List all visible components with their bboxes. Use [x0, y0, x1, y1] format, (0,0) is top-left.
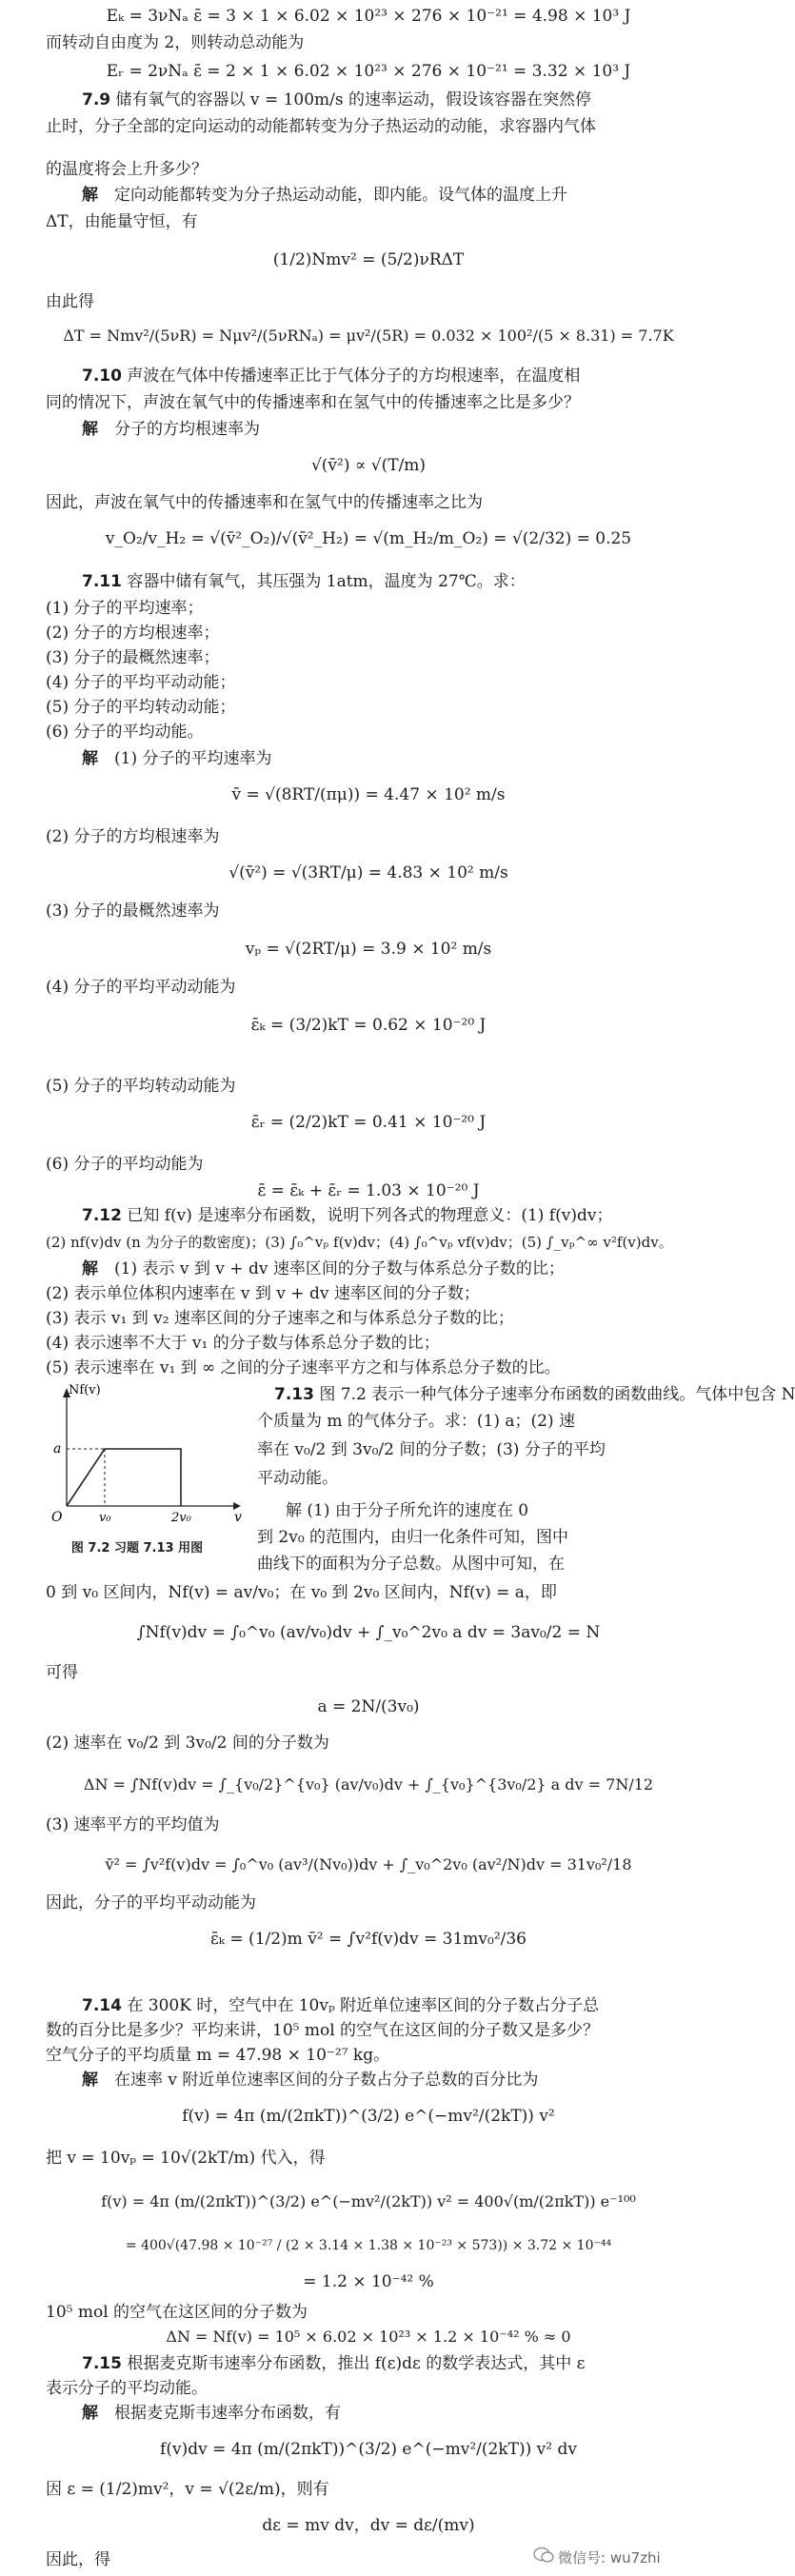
equation: f(v) = 4π (m/(2πkT))^(3/2) e^(−mv²/(2kT)) v² — [182, 2107, 555, 2126]
list-item: (5) 表示速率在 v₁ 到 ∞ 之间的分子速率平方之和与体系总分子数的比。 — [46, 1358, 561, 1377]
tick-v0: v₀ — [99, 1511, 111, 1525]
text-line: 率在 v₀/2 到 3v₀/2 间的分子数；(3) 分子的平均 — [257, 1440, 606, 1459]
solution-line — [82, 2401, 718, 2426]
x-axis-label: v — [234, 1510, 242, 1525]
text: 容器中储有氧气，其压强为 1atm，温度为 27℃。求： — [127, 572, 526, 591]
equation: √(v̄²) = √(3RT/μ) = 4.83 × 10² m/s — [229, 863, 508, 882]
equation: ε̄ᵣ = (2/2)kT = 0.41 × 10⁻²⁰ J — [250, 1113, 487, 1132]
problem-7-11-line1 — [82, 569, 718, 594]
solution-line — [82, 2068, 718, 2092]
problem-7-15-line1 — [82, 2351, 718, 2376]
text: 在 300K 时，空气中在 10vₚ 附近单位速率区间的分子数占分子总 — [127, 1996, 600, 2015]
text-line: (4) 分子的平均平动动能为 — [46, 978, 236, 997]
solution-line — [82, 183, 718, 208]
solution-label: 解 — [82, 749, 98, 768]
text: 声波在气体中传播速率正比于气体分子的方均根速率，在温度相 — [127, 367, 581, 386]
problem-number: 7.10 — [82, 367, 122, 386]
text-line: 因此，分子的平均平动动能为 — [46, 1893, 256, 1912]
equation: = 1.2 × 10⁻⁴² % — [303, 2272, 434, 2291]
origin-label: O — [51, 1510, 63, 1525]
text: (1) 表示 v 到 v + dv 速率区间的分子数与体系总分子数的比； — [114, 1259, 565, 1278]
solution-label: 解 — [82, 1259, 98, 1278]
tick-2v0: 2v₀ — [171, 1511, 191, 1525]
text: 根据麦克斯韦速率分布函数，推出 f(ε)dε 的数学表达式，其中 ε — [127, 2354, 586, 2373]
text: 已知 f(v) 是速率分布函数，说明下列各式的物理意义：(1) f(v)dv； — [127, 1206, 613, 1225]
text-line: (2) 分子的方均根速率为 — [46, 827, 220, 846]
problem-7-9-line2: 止时，分子全部的定向运动的动能都转变为分子热运动的动能，求容器内气体 — [46, 117, 596, 136]
text-line: 空气分子的平均质量 m = 47.98 × 10⁻²⁷ kg。 — [46, 2046, 390, 2065]
text-line: 因此，声波在氧气中的传播速率和在氢气中的传播速率之比为 — [46, 493, 483, 512]
problem-7-9-line1 — [82, 88, 718, 112]
y-axis-label: Nf(v) — [69, 1383, 101, 1397]
equation: ΔN = ∫Nf(v)dv = ∫_{v₀/2}^{v₀} (av/v₀)dv + ∫_{v₀}^{3v₀/2} a dv = 7N/12 — [83, 1775, 654, 1793]
equation: ε̄ₖ = (3/2)kT = 0.62 × 10⁻²⁰ J — [250, 1016, 487, 1035]
equation: v̄² = ∫v²f(v)dv = ∫₀^v₀ (av³/(Nv₀))dv + ∫_v₀^2v₀ (av²/N)dv = 31v₀²/18 — [105, 1855, 632, 1873]
solution-label: 解 — [82, 2071, 98, 2090]
problem-7-13-line1 — [274, 1382, 795, 1407]
figure-caption: 图 7.2 习题 7.13 用图 — [70, 1541, 204, 1556]
equation: ΔN = Nf(v) = 10⁵ × 6.02 × 10²³ × 1.2 × 10⁻⁴² % ≈ 0 — [166, 2328, 571, 2346]
equation-er: Eᵣ = 2νNₐ ε̄ = 2 × 1 × 6.02 × 10²³ × 276 × 10⁻²¹ = 3.32 × 10³ J — [106, 62, 631, 81]
problem-number: 7.9 — [82, 90, 111, 109]
equation: √(v̄²) ∝ √(T/m) — [310, 456, 427, 475]
solution-line — [82, 746, 718, 771]
list-item: (2) 表示单位体积内速率在 v 到 v + dv 速率区间的分子数； — [46, 1284, 480, 1303]
equation: vₚ = √(2RT/μ) = 3.9 × 10² m/s — [245, 940, 492, 959]
text-line: 10⁵ mol 的空气在这区间的分子数为 — [46, 2303, 308, 2322]
text-line: 个质量为 m 的气体分子。求：(1) a；(2) 速 — [257, 1412, 576, 1431]
text: 定向动能都转变为分子热运动动能，即内能。设气体的温度上升 — [114, 186, 567, 205]
list-item: (5) 分子的平均转动动能； — [46, 698, 236, 717]
list-item: (4) 表示速率不大于 v₁ 的分子数与体系总分子数的比； — [46, 1334, 440, 1353]
list-item: (3) 分子的最概然速率； — [46, 648, 220, 667]
problem-7-12-line2: (2) nf(v)dv (n 为分子的数密度)；(3) ∫₀^vₚ f(v)dv；(4) ∫₀^vₚ vf(v)dv；(5) ∫_vₚ^∞ v²f(v)dv。 — [46, 1234, 673, 1251]
list-item: (6) 分子的平均动能。 — [46, 723, 204, 742]
text-line: 把 v = 10vₚ = 10√(2kT/m) 代入，得 — [46, 2149, 326, 2168]
problem-7-12-line1 — [82, 1203, 718, 1228]
equation: ∫Nf(v)dv = ∫₀^v₀ (av/v₀)dv + ∫_v₀^2v₀ a dv = 3av₀/2 = N — [136, 1623, 601, 1642]
text-line: 数的百分比是多少？平均来讲，10⁵ mol 的空气在这区间的分子数又是多少？ — [46, 2021, 600, 2040]
equation: ε̄ = ε̄ₖ + ε̄ᵣ = 1.03 × 10⁻²⁰ J — [257, 1181, 480, 1200]
text-line: 0 到 v₀ 区间内，Nf(v) = av/v₀；在 v₀ 到 2v₀ 区间内，Nf(v) = a，即 — [46, 1583, 557, 1602]
text-line: ΔT，由能量守恒，有 — [46, 212, 198, 231]
equation: ε̄ₖ = (1/2)m v̄² = ∫v²f(v)dv = 31mv₀²/36 — [210, 1930, 527, 1949]
problem-number: 7.15 — [82, 2354, 122, 2373]
text-line: (5) 分子的平均转动动能为 — [46, 1077, 236, 1096]
solution-line — [82, 1257, 718, 1281]
text: 图 7.2 表示一种气体分子速率分布函数的函数曲线。气体中包含 N — [319, 1385, 795, 1404]
equation-ek: Eₖ = 3νNₐ ε̄ = 3 × 1 × 6.02 × 10²³ × 276 × 10⁻²¹ = 4.98 × 10³ J — [106, 7, 631, 26]
text-line: 曲线下的面积为分子总数。从图中可知，在 — [257, 1555, 565, 1574]
equation: = 400√(47.98 × 10⁻²⁷ / (2 × 3.14 × 1.38 × 10⁻²³ × 573)) × 3.72 × 10⁻⁴⁴ — [125, 2238, 612, 2253]
list-item: (4) 分子的平均平动动能； — [46, 673, 236, 692]
text-line: 而转动自由度为 2，则转动总动能为 — [46, 33, 305, 52]
watermark: 微信号: wu7zhi — [558, 2549, 661, 2566]
problem-7-10-line1 — [82, 364, 718, 388]
problem-number: 7.11 — [82, 572, 122, 591]
equation: v̄ = √(8RT/(πμ)) = 4.47 × 10² m/s — [231, 785, 506, 804]
text-line: 因 ε = (1/2)mv²，v = √(2ε/m)，则有 — [46, 2480, 329, 2499]
equation: v_O₂/v_H₂ = √(v̄²_O₂)/√(v̄²_H₂) = √(m_H₂/m_O₂) = √(2/32) = 0.25 — [105, 529, 632, 548]
text-line: 到 2v₀ 的范围内，由归一化条件可知，图中 — [257, 1528, 569, 1547]
problem-number: 7.14 — [82, 1996, 122, 2015]
text: 分子的方均根速率为 — [114, 420, 260, 439]
list-item: (2) 分子的方均根速率； — [46, 624, 220, 643]
equation: dε = mv dv，dv = dε/(mv) — [262, 2516, 475, 2535]
text-line: 表示分子的平均动能。 — [46, 2379, 208, 2398]
equation: f(v)dv = 4π (m/(2πkT))^(3/2) e^(−mv²/(2kT)) v² dv — [160, 2440, 577, 2459]
equation: f(v) = 4π (m/(2πkT))^(3/2) e^(−mv²/(2kT)) v² = 400√(m/(2πkT)) e⁻¹⁰⁰ — [101, 2192, 636, 2210]
text-line: (6) 分子的平均动能为 — [46, 1155, 204, 1174]
distribution-curve — [67, 1449, 181, 1506]
text: 储有氧气的容器以 v = 100m/s 的速率运动，假设该容器在突然停 — [115, 90, 592, 109]
equation: a = 2N/(3v₀) — [317, 1697, 420, 1716]
text-line: 平动动能。 — [257, 1469, 338, 1488]
text-line: (3) 分子的最概然速率为 — [46, 902, 220, 921]
problem-7-10-line2: 同的情况下，声波在氧气中的传播速率和在氢气中的传播速率之比是多少？ — [46, 393, 580, 412]
tick-a: a — [53, 1441, 62, 1456]
text-line: 由此得 — [46, 292, 94, 311]
problem-number: 7.12 — [82, 1206, 122, 1225]
equation: ΔT = Nmv²/(5νR) = Nμv²/(5νRNₐ) = μv²/(5R) = 0.032 × 100²/(5 × 8.31) = 7.7K — [63, 327, 674, 345]
text-line: 解 (1) 由于分子所允许的速度在 0 — [286, 1501, 529, 1520]
text: 根据麦克斯韦速率分布函数，有 — [114, 2404, 341, 2423]
equation: (1/2)Nmv² = (5/2)νRΔT — [272, 250, 465, 269]
text-line: 因此，得 — [46, 2550, 110, 2569]
figure-7-2 — [38, 1382, 248, 1535]
text: 在速率 v 附近单位速率区间的分子数占分子总数的百分比为 — [114, 2071, 539, 2090]
solution-label: 解 — [82, 420, 98, 439]
list-item: (3) 表示 v₁ 到 v₂ 速率区间的分子速率之和与体系总分子数的比； — [46, 1309, 514, 1328]
solution-line — [82, 417, 718, 442]
solution-label: 解 — [82, 2404, 98, 2423]
text-line: (3) 速率平方的平均值为 — [46, 1815, 220, 1834]
text-line: 可得 — [46, 1663, 78, 1682]
list-item: (1) 分子的平均速率； — [46, 599, 204, 618]
problem-number: 7.13 — [274, 1385, 314, 1404]
text-line: (2) 速率在 v₀/2 到 3v₀/2 间的分子数为 — [46, 1734, 329, 1753]
text: (1) 分子的平均速率为 — [114, 749, 272, 768]
x-axis-arrow — [233, 1502, 241, 1510]
problem-7-14-line1 — [82, 1993, 718, 2018]
wechat-icon — [533, 2546, 554, 2565]
solution-label: 解 — [82, 186, 98, 205]
problem-7-9-line3: 的温度将会上升多少？ — [46, 160, 208, 179]
